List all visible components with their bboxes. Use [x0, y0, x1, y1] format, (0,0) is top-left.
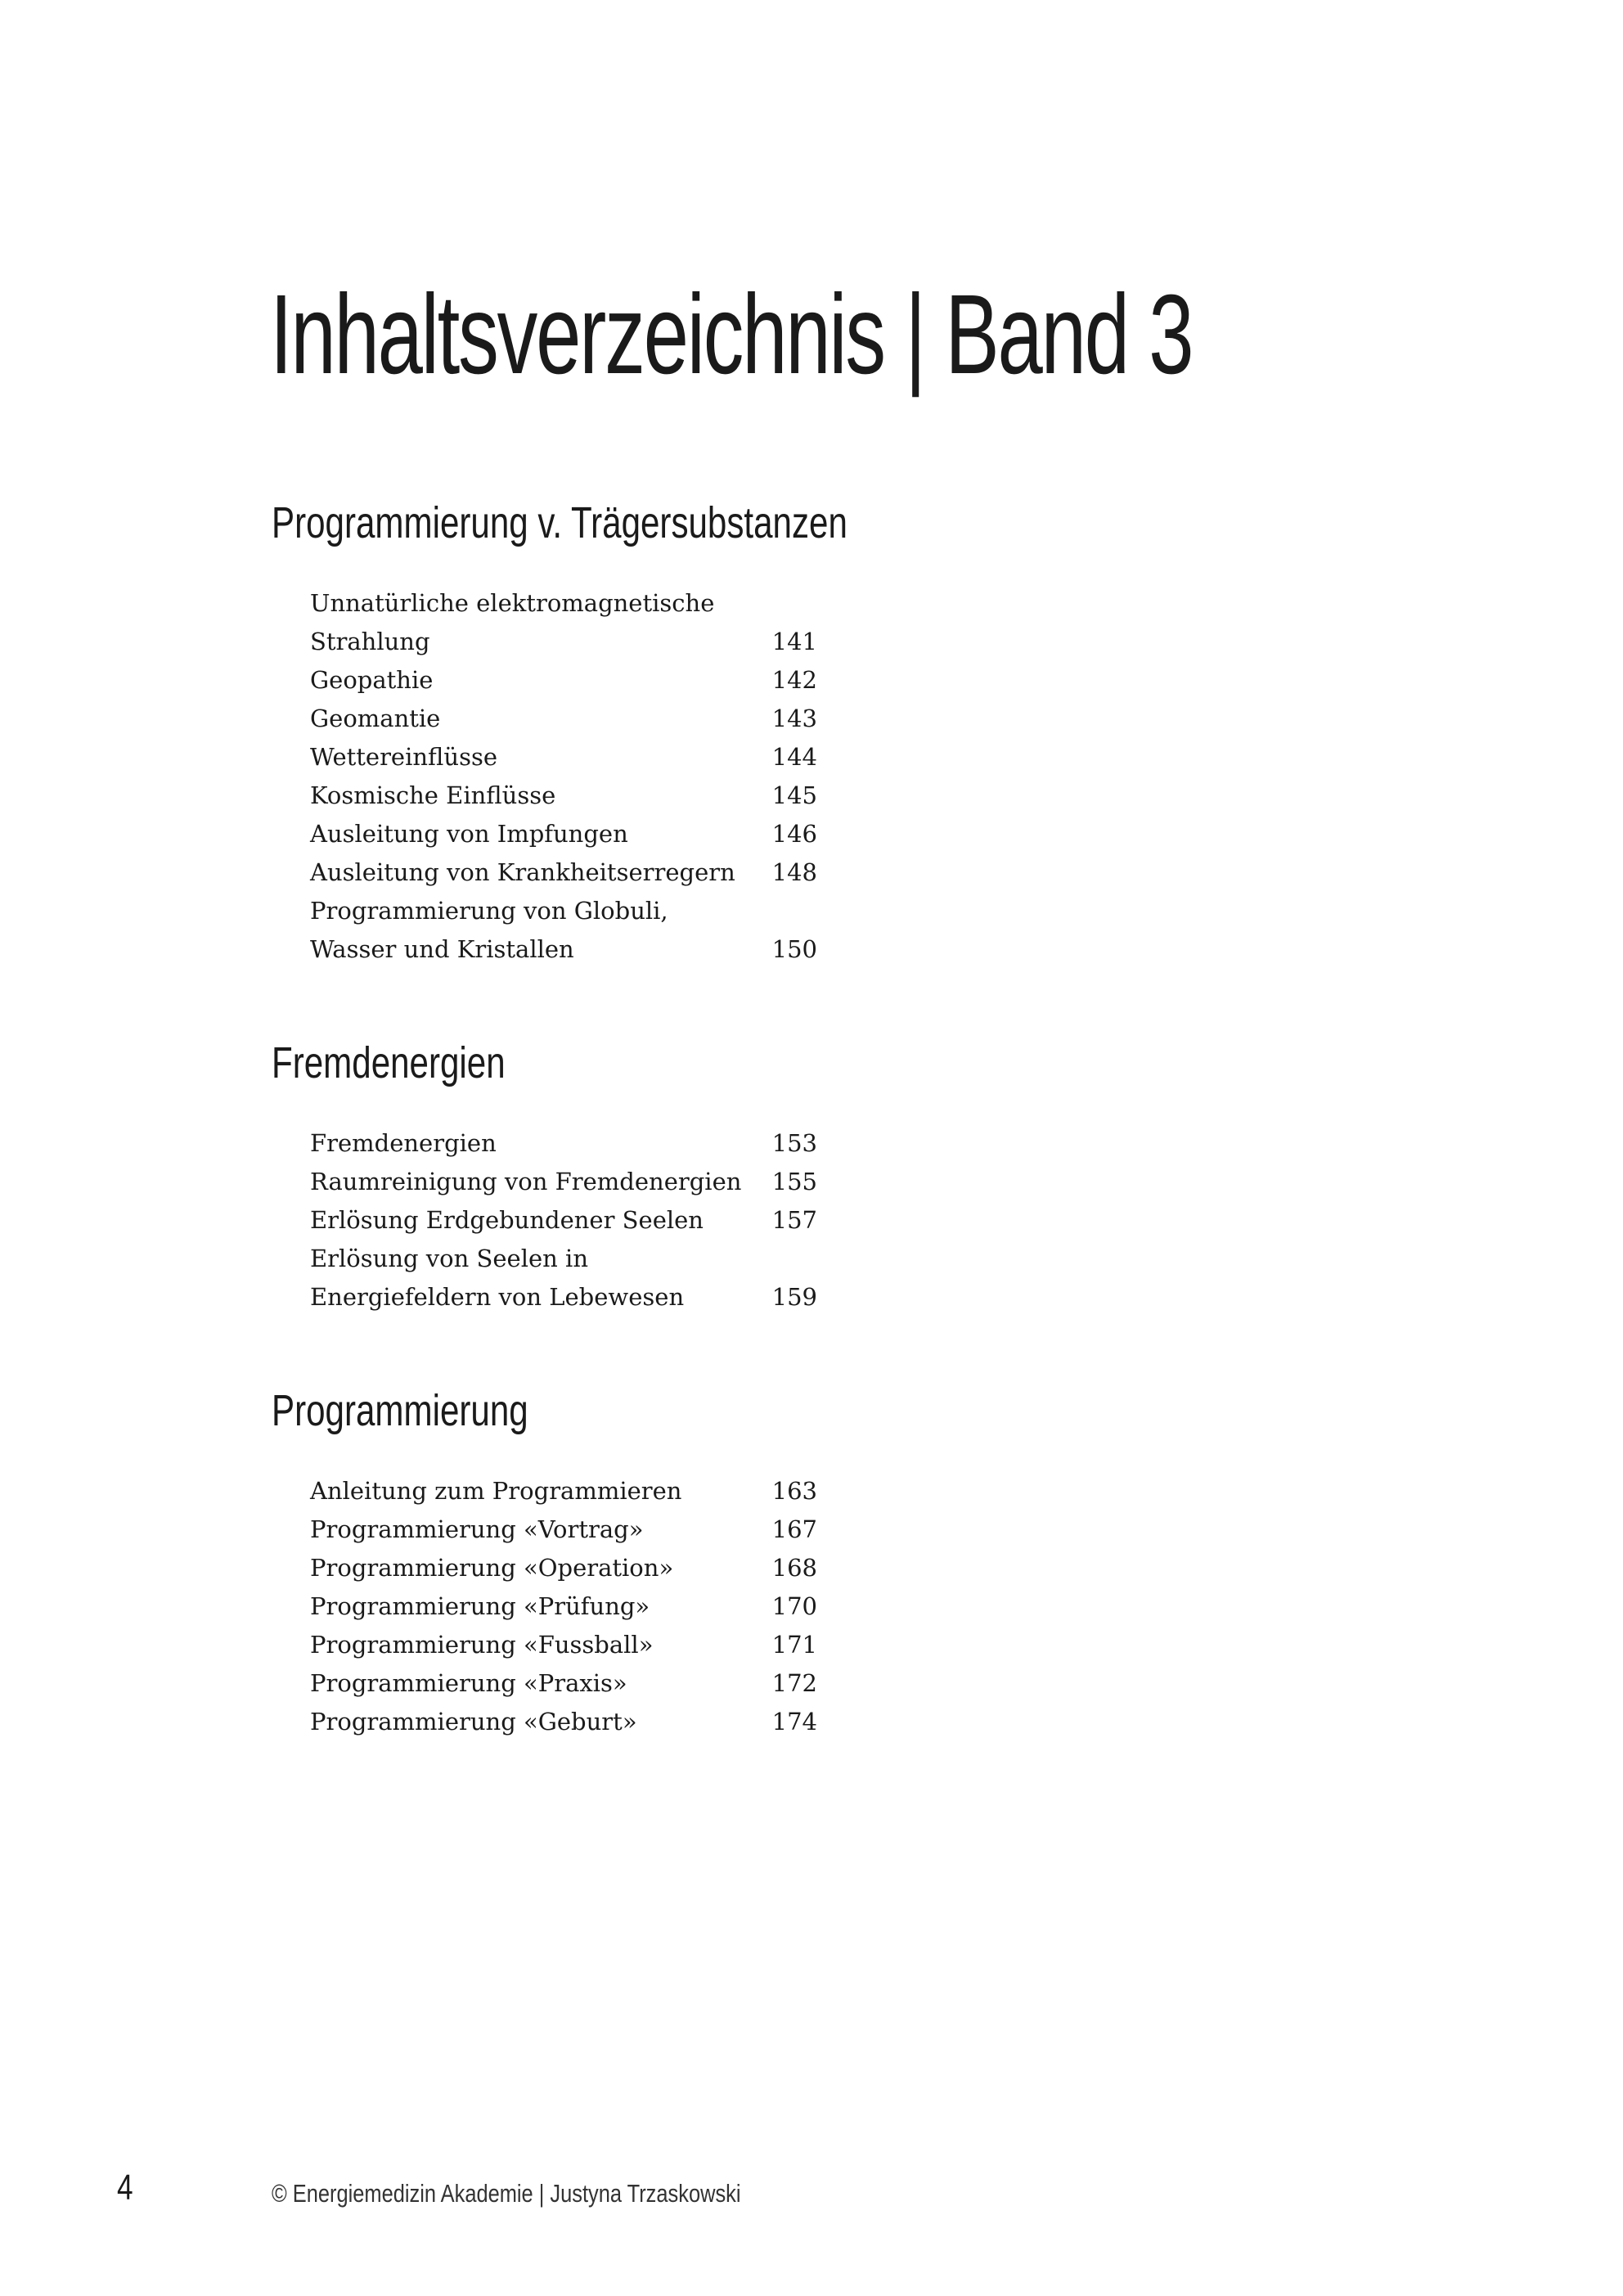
toc-entry-title: Fremdenergien	[310, 1129, 497, 1157]
toc-entry-title: Erlösung Erdgebundener Seelen	[310, 1206, 704, 1234]
toc-entry[interactable]	[310, 700, 817, 738]
toc-entry-title: Programmierung «Fussball»	[310, 1631, 654, 1659]
toc-entry-list	[310, 584, 817, 969]
toc-entry-list	[310, 1124, 817, 1317]
toc-entry-page: 145	[771, 781, 817, 809]
footer-page-number: 4	[117, 2168, 133, 2208]
toc-entry-title: Geopathie	[310, 666, 434, 694]
footer-copyright: © Energiemedizin Akademie | Justyna Trzaskowski	[272, 2179, 741, 2208]
toc-entry[interactable]	[310, 815, 817, 853]
toc-entry-title: Unnatürliche elektromagnetische Strahlung	[310, 589, 715, 655]
toc-entry-page: 148	[771, 858, 817, 886]
toc-entry[interactable]	[310, 584, 817, 661]
toc-entry[interactable]	[310, 892, 817, 969]
toc-entry-title: Programmierung «Praxis»	[310, 1669, 627, 1697]
toc-entry-page: 141	[771, 628, 817, 655]
toc-entry-page: 153	[771, 1129, 817, 1157]
toc-entry-page: 170	[771, 1592, 817, 1620]
toc-entry[interactable]	[310, 1472, 817, 1510]
toc-entry-page: 172	[771, 1669, 817, 1697]
toc-entry-title: Anleitung zum Programmieren	[310, 1477, 682, 1505]
toc-entry-title: Programmierung «Prüfung»	[310, 1592, 650, 1620]
toc-entry-title: Erlösung von Seelen in Energiefeldern von Lebewesen	[310, 1245, 685, 1311]
toc-section-traegersubstanzen	[272, 498, 847, 969]
toc-entry[interactable]	[310, 1163, 817, 1201]
toc-entry[interactable]	[310, 1201, 817, 1240]
toc-entry-list	[310, 1472, 817, 1741]
toc-entry[interactable]	[310, 853, 817, 892]
section-heading: Fremdenergien	[272, 1038, 506, 1087]
toc-entry-page: 143	[771, 705, 817, 732]
toc-entry-title: Programmierung «Vortrag»	[310, 1515, 644, 1543]
toc-entry-title: Geomantie	[310, 705, 441, 732]
toc-entry-title: Programmierung «Operation»	[310, 1554, 674, 1582]
toc-entry-title: Ausleitung von Krankheitserregern	[310, 858, 735, 886]
toc-entry[interactable]	[310, 1240, 817, 1317]
section-heading: Programmierung v. Trägersubstanzen	[272, 498, 847, 547]
toc-entry-title: Wettereinflüsse	[310, 743, 497, 771]
toc-entry-page: 163	[771, 1477, 817, 1505]
toc-entry-title: Kosmische Einflüsse	[310, 781, 556, 809]
toc-entry-page: 159	[771, 1283, 817, 1311]
toc-entry-page: 171	[771, 1631, 817, 1659]
toc-entry-title: Programmierung von Globuli, Wasser und Kristallen	[310, 897, 668, 963]
toc-entry[interactable]	[310, 1703, 817, 1741]
toc-entry-page: 150	[771, 935, 817, 963]
page-title: Inhaltsverzeichnis | Band 3	[270, 272, 1193, 398]
section-heading: Programmierung	[272, 1386, 528, 1435]
toc-entry[interactable]	[310, 1664, 817, 1703]
toc-entry-page: 157	[771, 1206, 817, 1234]
toc-entry[interactable]	[310, 738, 817, 777]
toc-entry[interactable]	[310, 1587, 817, 1626]
toc-entry-title: Programmierung «Geburt»	[310, 1708, 637, 1736]
toc-entry-page: 168	[771, 1554, 817, 1582]
toc-entry-page: 146	[771, 820, 817, 848]
toc-entry-page: 155	[771, 1168, 817, 1195]
toc-section-fremdenergien	[272, 1038, 844, 1317]
toc-entry-page: 174	[771, 1708, 817, 1736]
toc-section-programmierung	[272, 1386, 844, 1741]
toc-entry[interactable]	[310, 661, 817, 700]
toc-entry[interactable]	[310, 1549, 817, 1587]
toc-entry[interactable]	[310, 1510, 817, 1549]
toc-entry-page: 167	[771, 1515, 817, 1543]
toc-entry-page: 142	[771, 666, 817, 694]
toc-entry[interactable]	[310, 777, 817, 815]
toc-entry-title: Ausleitung von Impfungen	[310, 820, 628, 848]
toc-entry[interactable]	[310, 1124, 817, 1163]
toc-entry-page: 144	[771, 743, 817, 771]
toc-entry[interactable]	[310, 1626, 817, 1664]
toc-entry-title: Raumreinigung von Fremdenergien	[310, 1168, 742, 1195]
